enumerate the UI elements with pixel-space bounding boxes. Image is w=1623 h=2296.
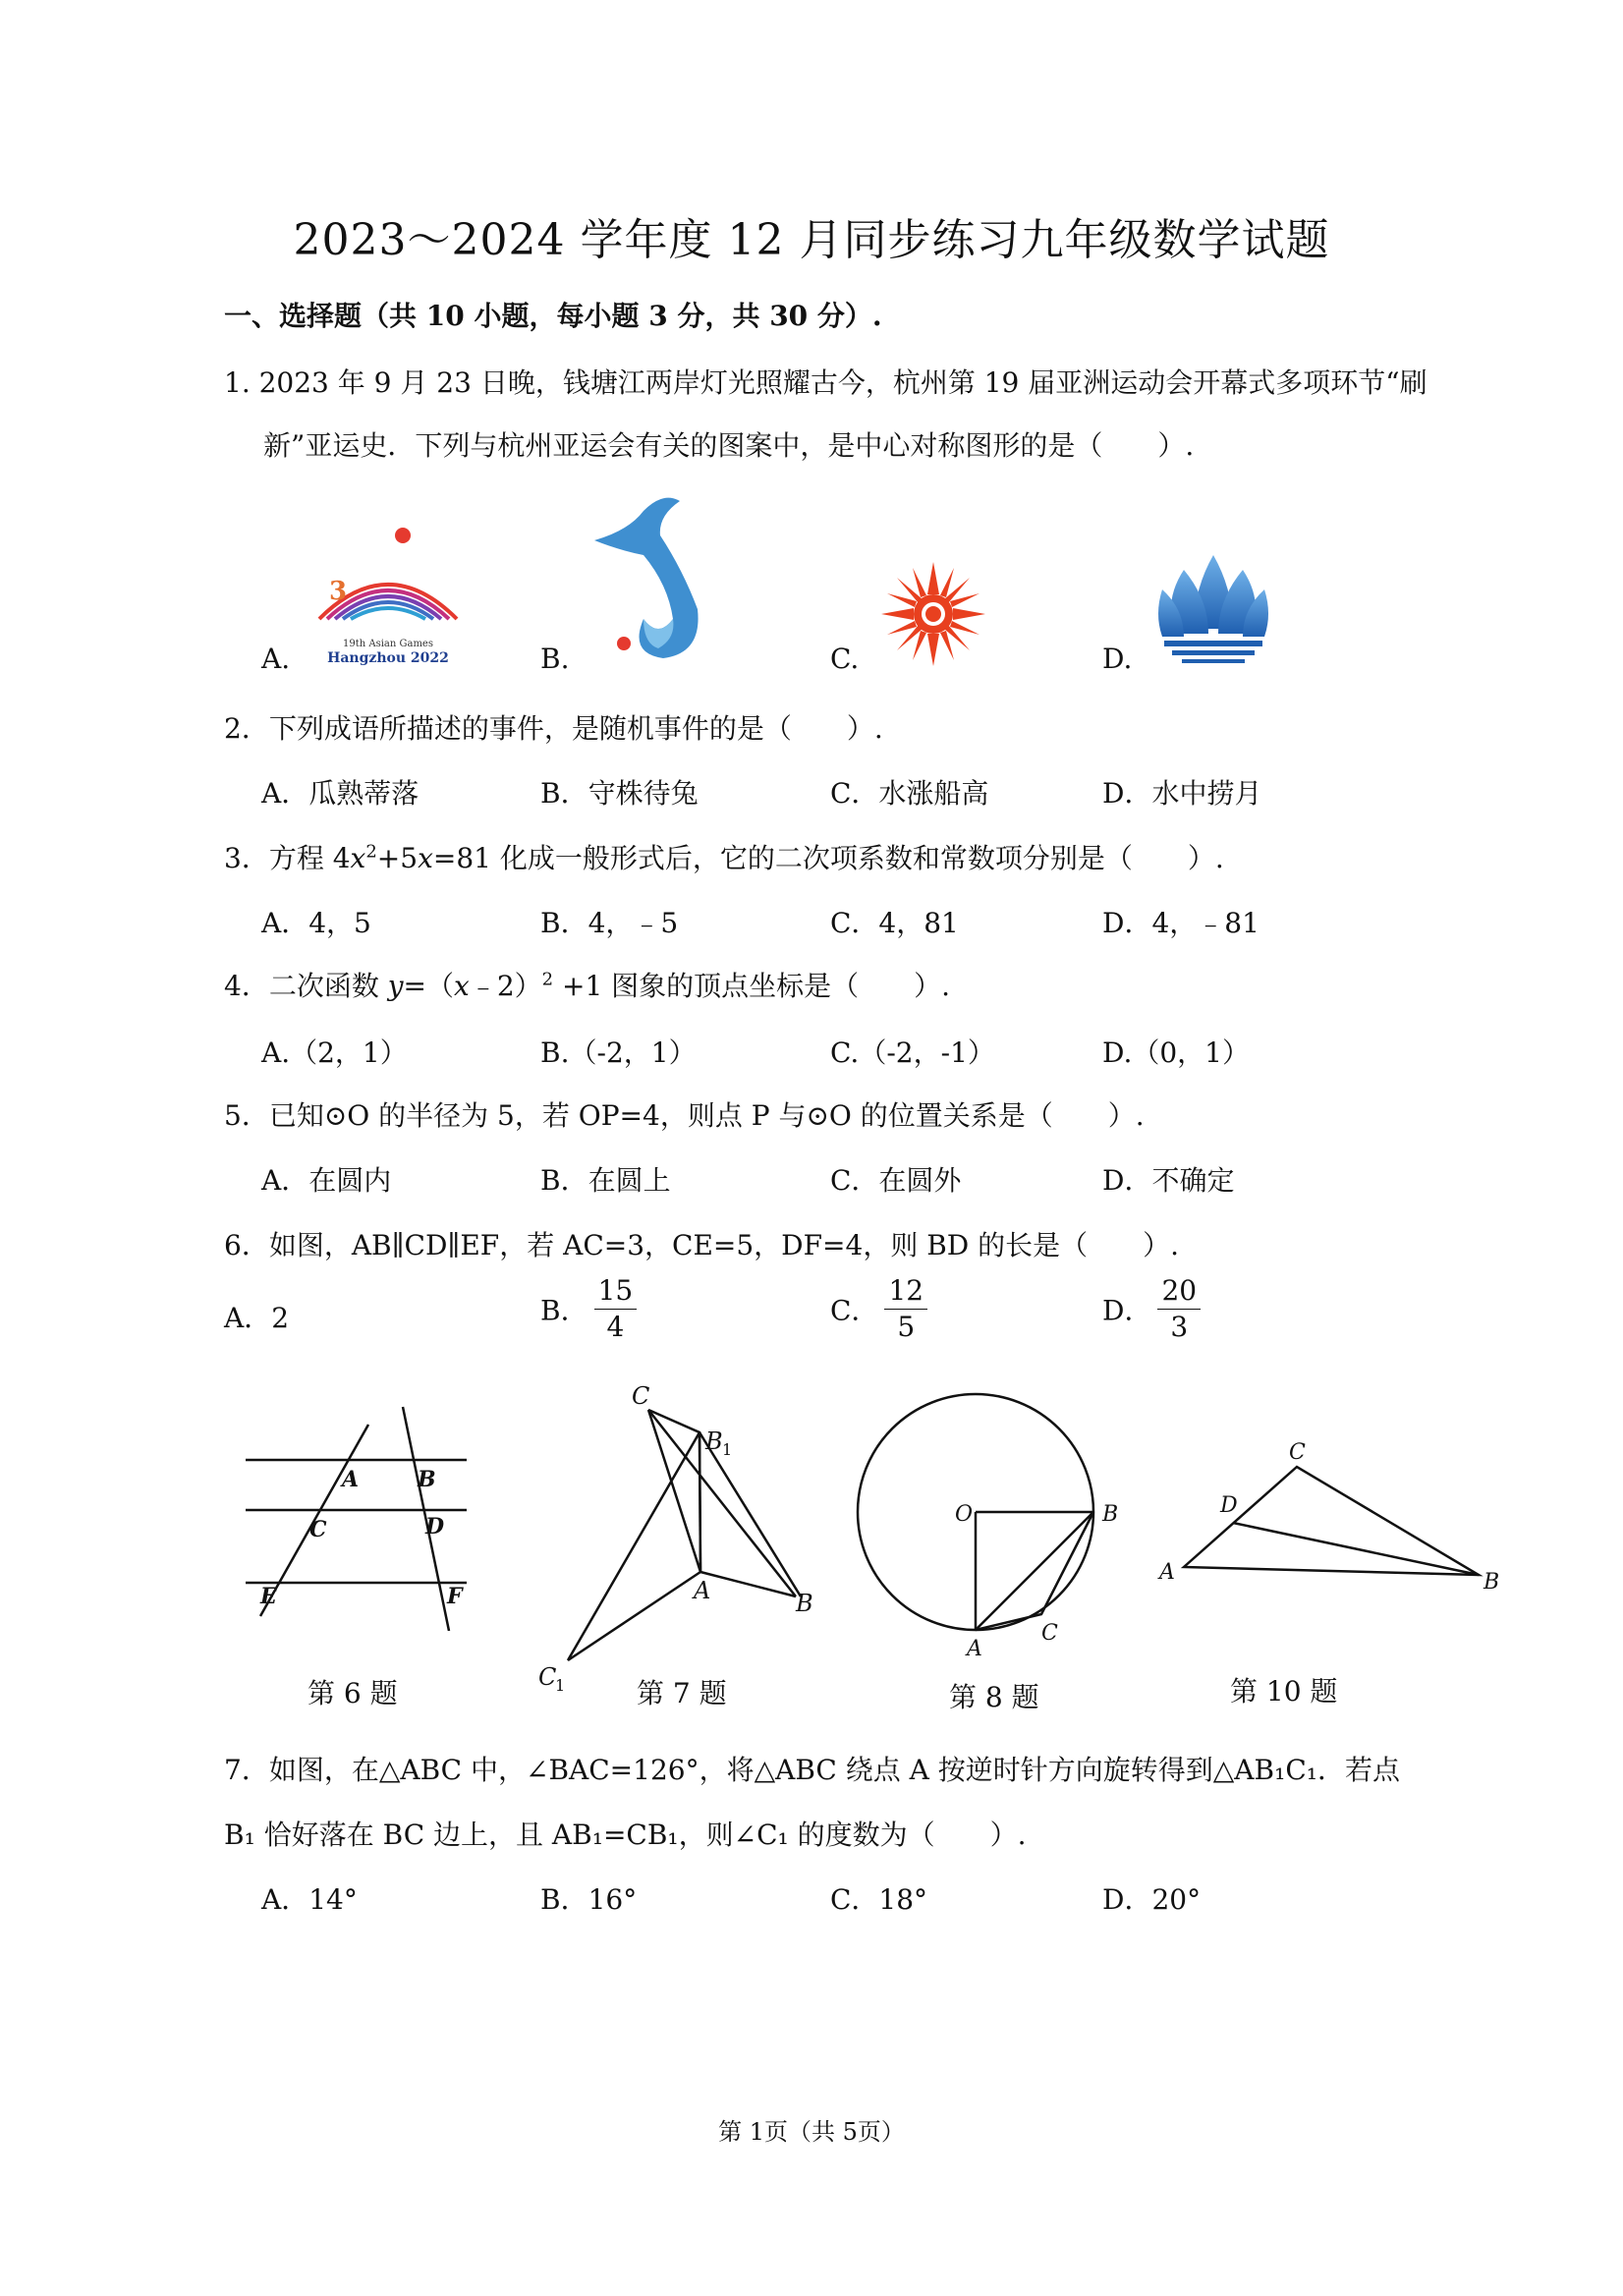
- q5-option-a: A．在圆内: [261, 1164, 392, 1197]
- q4-option-c: C.（-2，-1）: [830, 1036, 995, 1069]
- figure-7-caption: 第 7 题: [637, 1677, 727, 1709]
- q1-option-b: B.: [540, 643, 570, 675]
- fig8-label-c: C: [1041, 1621, 1058, 1646]
- fig8-label-o: O: [955, 1502, 974, 1527]
- fig8-label-a: A: [967, 1637, 982, 1661]
- q1-line2: 新”亚运史．下列与杭州亚运会有关的图案中，是中心对称图形的是（ ）.: [263, 429, 1195, 462]
- q6-option-b: B． $\frac{15}{4}$: [540, 1273, 637, 1345]
- fig6-label-a: A: [342, 1467, 360, 1492]
- q7-line1: 7．如图，在△ABC 中，∠BAC=126°，将△ABC 绕点 A 按逆时针方向旋转得到△AB₁C₁．若点: [224, 1754, 1400, 1786]
- fig6-label-d: D: [425, 1514, 445, 1540]
- lotus-image: [1154, 550, 1272, 668]
- figure-10-caption: 第 10 题: [1230, 1675, 1338, 1708]
- fig7-label-c1-sub: 1: [555, 1676, 566, 1695]
- fig8-label-b: B: [1102, 1502, 1119, 1527]
- q7-line2: B₁ 恰好落在 BC 边上，且 AB₁=CB₁，则∠C₁ 的度数为（ ）.: [224, 1819, 1027, 1851]
- fig6-label-c: C: [309, 1517, 327, 1542]
- q2-option-b: B．守株待兔: [540, 777, 699, 810]
- q3-option-c: C．4，81: [830, 907, 959, 939]
- q5-option-d: D．不确定: [1102, 1164, 1235, 1197]
- fig7-label-b1-sub: 1: [722, 1440, 733, 1459]
- figure-7: [531, 1371, 835, 1709]
- section-heading: 一、选择题（共 10 小题，每小题 3 分，共 30 分）.: [224, 300, 882, 332]
- fig10-label-a: A: [1159, 1560, 1175, 1585]
- q2-option-a: A．瓜熟蒂落: [261, 777, 420, 810]
- q4-stem: 4．二次函数 y=（x﹣2）$^2$ +1 图象的顶点坐标是（ ）.: [224, 969, 951, 1002]
- page-footer: 第 1页（共 5页）: [718, 2118, 905, 2146]
- figure-8: [845, 1380, 1130, 1675]
- q7-option-d: D．20°: [1102, 1883, 1202, 1916]
- fig7-label-c1: C: [538, 1663, 557, 1691]
- q1-option-a: A.: [261, 643, 291, 675]
- figure-8-caption: 第 8 题: [949, 1681, 1039, 1713]
- q2-option-d: D．水中捞月: [1102, 777, 1262, 810]
- q2-stem: 2．下列成语所描述的事件，是随机事件的是（ ）.: [224, 712, 883, 745]
- q4-option-d: D.（0，1）: [1102, 1036, 1250, 1069]
- q6-option-d: D． $\frac{20}{3}$: [1102, 1273, 1201, 1345]
- q4-option-b: B.（-2，1）: [540, 1036, 697, 1069]
- q6-stem: 6．如图，AB∥CD∥EF，若 AC=3，CE=5，DF=4，则 BD 的长是（ ）.: [224, 1229, 1180, 1261]
- q7-option-a: A．14°: [261, 1883, 358, 1916]
- q1-option-c: C.: [830, 643, 860, 675]
- figure-10: [1149, 1429, 1513, 1606]
- fig10-label-d: D: [1220, 1493, 1238, 1518]
- whale-mascot-image: [589, 491, 717, 668]
- q3-option-b: B．4，﹣5: [540, 907, 679, 939]
- fig7-label-b: B: [796, 1590, 813, 1617]
- q7-option-c: C．18°: [830, 1883, 928, 1916]
- q5-stem: 5．已知⊙O 的半径为 5，若 OP=4，则点 P 与⊙O 的位置关系是（ ）.: [224, 1099, 1145, 1132]
- q3-option-d: D．4，﹣81: [1102, 907, 1259, 939]
- hangzhou-logo-image: [309, 521, 467, 668]
- fig6-label-f: F: [447, 1584, 463, 1609]
- q7-option-b: B．16°: [540, 1883, 638, 1916]
- q3-option-a: A．4，5: [261, 907, 371, 939]
- fig6-label-b: B: [418, 1467, 436, 1492]
- fig7-label-c: C: [632, 1382, 650, 1410]
- page-title: 2023～2024 学年度 12 月同步练习九年级数学试题: [293, 215, 1330, 265]
- q4-option-a: A.（2，1）: [261, 1036, 408, 1069]
- q2-option-c: C．水涨船高: [830, 777, 989, 810]
- q5-option-b: B．在圆上: [540, 1164, 671, 1197]
- q3-stem: 3．方程 $4x^2+5x=81$ 化成一般形式后，它的二次项系数和常数项分别是（ ）.: [224, 841, 1224, 874]
- svg-text:3: 3: [329, 577, 348, 606]
- fig7-label-b1: B: [705, 1428, 723, 1455]
- sun-image: [879, 560, 987, 668]
- q6-option-c: C． $\frac{12}{5}$: [830, 1273, 927, 1345]
- fig10-label-c: C: [1289, 1440, 1306, 1465]
- q6-option-a: A．2: [224, 1302, 290, 1334]
- figure-6-caption: 第 6 题: [308, 1677, 398, 1709]
- logo-text-line1: 19th Asian Games: [343, 639, 433, 649]
- logo-text-line2: Hangzhou 2022: [327, 650, 449, 666]
- fig6-label-e: E: [260, 1584, 277, 1609]
- q5-option-c: C．在圆外: [830, 1164, 962, 1197]
- fig7-label-a: A: [694, 1577, 711, 1604]
- fig10-label-b: B: [1483, 1570, 1500, 1595]
- q1-line1: 1. 2023 年 9 月 23 日晚，钱塘江两岸灯光照耀古今，杭州第 19 届亚洲运动会开幕式多项环节“刷: [224, 366, 1427, 399]
- q1-option-d: D.: [1102, 643, 1133, 675]
- figure-6: [231, 1395, 481, 1631]
